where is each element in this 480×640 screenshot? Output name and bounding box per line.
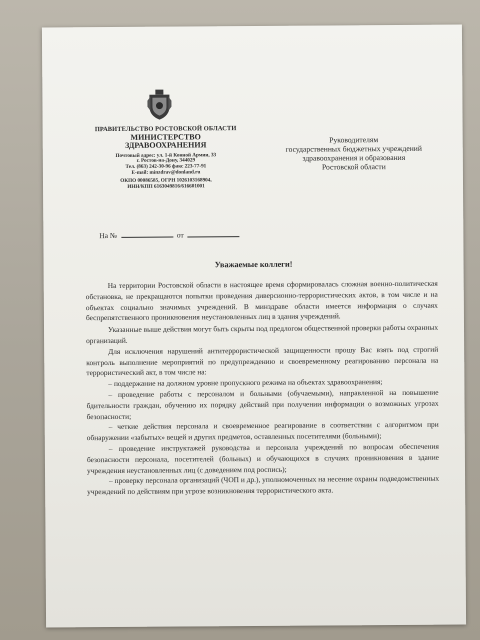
reference-from-label: от — [176, 230, 184, 240]
recipient-line-4: Ростовской области — [321, 162, 386, 172]
reference-line — [99, 230, 243, 240]
paragraph: Для исключения нарушений антитеррористической защищенности прошу Вас взять под строгий контроль выполнение мероприятий по предупреждению и своевременному реагированию персонала на террористический акт, в том числе на: — [86, 344, 439, 378]
coat-of-arms-icon — [146, 89, 172, 121]
sender-government: ПРАВИТЕЛЬСТВО РОСТОВСКОЙ ОБЛАСТИ — [94, 125, 237, 134]
recipient-line-1: Руководителям — [329, 135, 379, 145]
recipient-block — [269, 135, 439, 173]
paragraph: – проверку персонала организаций (ЧОП и др.), уполномоченных на несение охраны подведомственных учреждений по действиям при угрозе возникновения террористического акта. — [87, 474, 440, 497]
sender-inn: ИНН/КПП 6163049816/616601001 — [127, 183, 205, 191]
greeting: Уважаемые коллеги! — [214, 259, 293, 270]
paragraph: – проведение работы с персоналом и больными (обучаемыми), направленной на повышение бдительности граждан, обучению их порядку действий при получении информации о возможных угрозах безопасности; — [86, 387, 439, 421]
sender-phone: Тел. (863) 242-30-96 факс 223-77-91 — [125, 163, 207, 171]
reference-date-blank — [188, 230, 240, 237]
paragraph: – проведение инструктажей руководства и персонала учреждений по вопросам обеспечения безопасности персонала, посетителей (больных) и обучающихся в случаях проникновения в здание учреждения неустановленных лиц (с доведением под роспись); — [86, 441, 439, 475]
reference-number-blank — [121, 231, 173, 238]
recipient-line-2: государственных бюджетных учреждений — [285, 143, 422, 154]
sender-ministry: МИНИСТЕРСТВО — [130, 132, 201, 142]
paragraph: – поддержание на должном уровне пропускного режима на объектах здравоохранения; — [108, 377, 383, 389]
recipient-line-3: здравоохранения и образования — [302, 153, 406, 163]
sender-ministry-health: ЗДРАВООХРАНЕНИЯ — [125, 140, 207, 151]
letter-page — [42, 25, 466, 628]
letter-body — [86, 279, 440, 498]
paragraph: – четкие действия персонала и своевременное реагирование в соответствии с алгоритмом при обнаружении «забытых» вещей и других предметов, оставленных посетителями (больными); — [86, 420, 439, 443]
reference-number-label: На № — [99, 230, 117, 241]
sender-address: Почтовый адрес: ул. 1-й Конной Армии, 33 — [115, 151, 217, 159]
sender-email: E-mail: minzdrav@donland.ru — [131, 169, 201, 177]
paragraph: Указанные выше действия могут быть скрыты под предлогом общественной проверки работы охранных организаций. — [86, 322, 439, 346]
sender-okpo: ОКПО 00086585, ОГРН 1026103168904, — [120, 177, 212, 185]
sender-city: г. Ростов-на-Дону, 344029 — [136, 157, 196, 165]
sender-block — [81, 126, 251, 191]
paragraph: На территории Ростовской области в настоящее время сформировалась сложная военно-политическая обстановка, не прекращаются попытки проведения диверсионно-террористических актов, в том числе и на объектах социально значимых учреждений. В минздраве области имеется информация о случаях беспрепятственного проникновения неустановленных лиц в здания учреждений. — [85, 278, 438, 323]
